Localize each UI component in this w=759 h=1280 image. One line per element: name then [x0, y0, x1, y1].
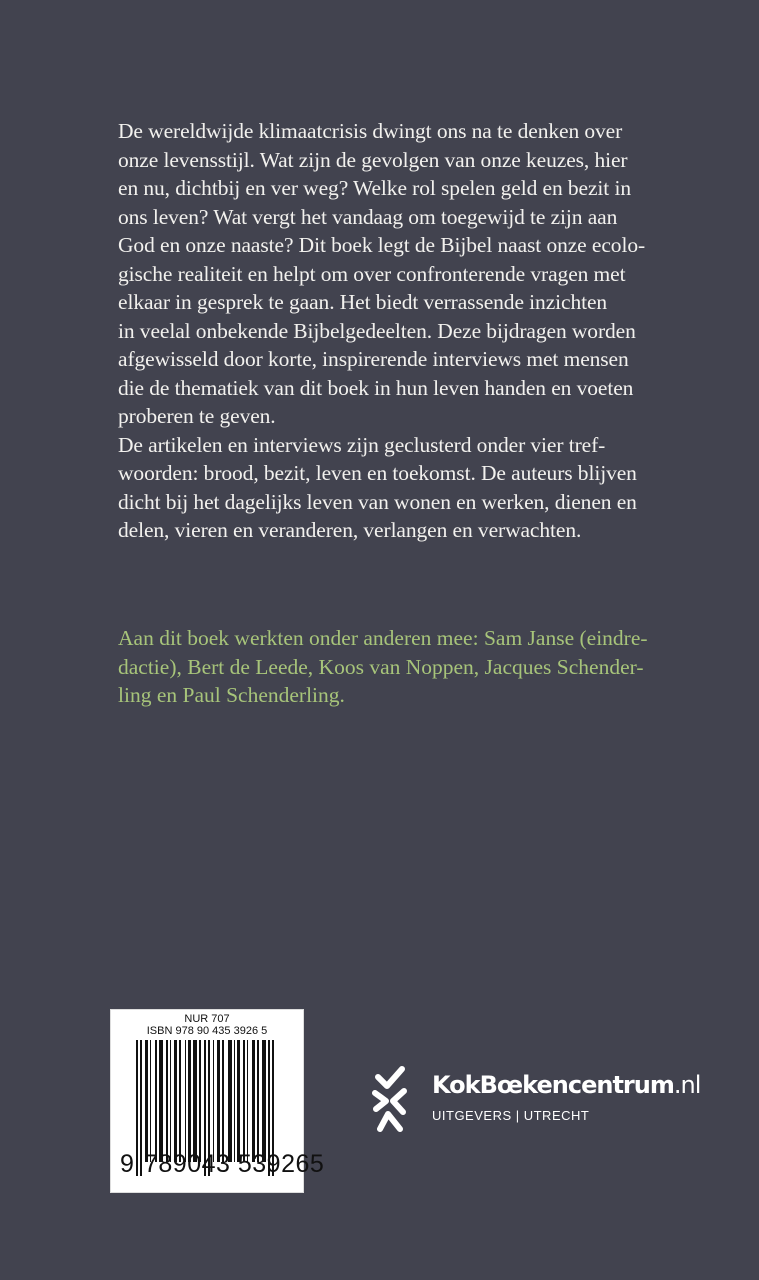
description-line: onze levensstijl. Wat zijn de gevolgen van onze keuzes, hier — [118, 147, 628, 172]
back-cover-description — [118, 117, 678, 545]
description-line: in veelal onbekende Bijbelgedeelten. Deze bijdragen worden — [118, 318, 636, 343]
description-line: woorden: brood, bezit, leven en toekomst. De auteurs blijven — [118, 461, 637, 485]
nur-code: NUR 707 — [184, 1013, 230, 1025]
description-line: proberen te geven. — [118, 404, 276, 428]
isbn-barcode: NUR 707 ISBN 978 90 435 3926 5 9 789043 539265 — [110, 1009, 304, 1193]
description-line: en nu, dichtbij en ver weg? Welke rol spelen geld en bezit in — [118, 176, 631, 200]
description-line: ons leven? Wat vergt het vandaag om toegewijd te zijn aan — [118, 204, 618, 229]
isbn-text: ISBN 978 90 435 3926 5 — [146, 1025, 268, 1037]
description-line: afgewisseld door korte, inspirerende interviews met mensen — [118, 347, 629, 371]
publisher-name: KokBœkencentrum.nl — [432, 1071, 701, 1099]
credits-line: dactie), Bert de Leede, Koos van Noppen, Jacques Schender- — [118, 654, 644, 679]
description-line: dicht bij het dagelijks leven van wonen en werken, dienen en — [118, 489, 637, 514]
contributors-credits — [118, 624, 678, 710]
description-line: gische realiteit en helpt om over confronterende vragen met — [118, 261, 626, 286]
publisher-subtitle: UITGEVERS | UTRECHT — [432, 1108, 590, 1123]
description-line: De artikelen en interviews zijn geclusterd onder vier tref- — [118, 432, 606, 457]
kok-boekencentrum-logo-icon — [370, 1065, 414, 1135]
description-line: die de thematiek van dit boek in hun leven handen en voeten — [118, 375, 634, 400]
credits-line: Aan dit boek werkten onder anderen mee: Sam Janse (eindre- — [118, 626, 648, 650]
description-line: God en onze naaste? Dit boek legt de Bijbel naast onze ecolo- — [118, 233, 646, 257]
description-line: delen, vieren en veranderen, verlangen en verwachten. — [118, 518, 582, 542]
credits-line: ling en Paul Schenderling. — [118, 683, 345, 707]
publisher-logo — [370, 1065, 701, 1139]
description-line: elkaar in gesprek te gaan. Het biedt verrassende inzichten — [118, 290, 608, 314]
description-line: De wereldwijde klimaatcrisis dwingt ons na te denken over — [118, 119, 623, 143]
